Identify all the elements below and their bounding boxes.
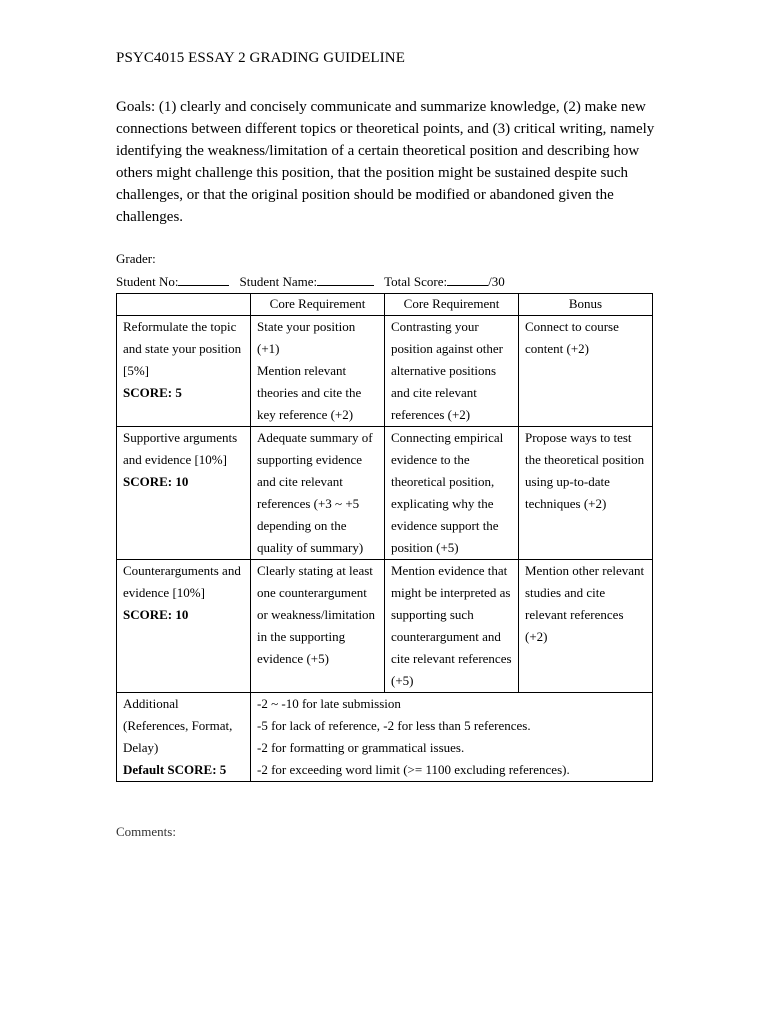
criterion-cell xyxy=(117,427,251,560)
bonus-cell: Propose ways to test the theoretical position using up-to-date techniques (+2) xyxy=(519,427,653,560)
deduction-item: -5 for lack of reference, -2 for less than 5 references. xyxy=(257,718,531,733)
criterion-text: Reformulate the topic and state your position [5%] xyxy=(123,319,242,378)
criterion-cell xyxy=(117,693,251,782)
table-row xyxy=(117,560,653,693)
criterion-score: SCORE: 5 xyxy=(123,385,182,400)
deduction-item: -2 for formatting or grammatical issues. xyxy=(257,740,465,755)
core-requirement-text: State your position (+1) xyxy=(257,319,356,356)
grader-label: Grader: xyxy=(116,251,156,266)
table-row xyxy=(117,316,653,427)
deductions-cell xyxy=(251,693,653,782)
student-no-label: Student No: xyxy=(116,274,179,289)
student-name-label: Student Name: xyxy=(239,274,318,289)
core-requirement-cell: Clearly stating at least one counterargument or weakness/limitation in the supporting evidence (+5) xyxy=(251,560,385,693)
grading-rubric-table xyxy=(116,293,653,782)
deduction-item: -2 ~ -10 for late submission xyxy=(257,696,401,711)
criterion-score: SCORE: 10 xyxy=(123,607,189,622)
total-score-label: Total Score: xyxy=(384,274,448,289)
student-info-line xyxy=(116,273,505,290)
core-requirement-cell xyxy=(251,316,385,427)
table-header-row xyxy=(117,294,653,316)
document-title: PSYC4015 ESSAY 2 GRADING GUIDELINE xyxy=(116,50,405,66)
total-score-suffix: /30 xyxy=(488,274,505,289)
criterion-cell xyxy=(117,316,251,427)
criterion-cell xyxy=(117,560,251,693)
deduction-item: -2 for exceeding word limit (>= 1100 excluding references). xyxy=(257,762,570,777)
goals-paragraph: Goals: (1) clearly and concisely communicate and summarize knowledge, (2) make new connections between different topics or theoretical points, and (3) critical writing, namely identifying the weakness/limitation of a certain theoretical position and describing how others might challenge this position, that the position might be sustained despite such challenges, or that the original position should be modified or abandoned given the challenges. xyxy=(116,99,655,225)
table-row xyxy=(117,693,653,782)
comments-label: Comments: xyxy=(116,824,176,839)
criterion-text: Counterarguments and evidence [10%] xyxy=(123,563,241,600)
header-cell-criterion xyxy=(117,294,251,316)
bonus-cell: Mention other relevant studies and cite relevant references (+2) xyxy=(519,560,653,693)
bonus-cell: Connect to course content (+2) xyxy=(519,316,653,427)
core-requirement-cell: Mention evidence that might be interpreted as supporting such counterargument and cite relevant references (+5) xyxy=(385,560,519,693)
header-cell-core-requirement-2: Core Requirement xyxy=(385,294,519,316)
criterion-text: Additional (References, Format, Delay) xyxy=(123,696,233,755)
table-row xyxy=(117,427,653,560)
header-cell-bonus: Bonus xyxy=(519,294,653,316)
core-requirement-cell: Adequate summary of supporting evidence and cite relevant references (+3 ~ +5 depending on the quality of summary) xyxy=(251,427,385,560)
header-cell-core-requirement-1: Core Requirement xyxy=(251,294,385,316)
student-name-field[interactable] xyxy=(317,273,374,286)
core-requirement-cell: Connecting empirical evidence to the theoretical position, explicating why the evidence support the position (+5) xyxy=(385,427,519,560)
criterion-score: SCORE: 10 xyxy=(123,474,189,489)
criterion-text: Supportive arguments and evidence [10%] xyxy=(123,430,238,467)
criterion-score: Default SCORE: 5 xyxy=(123,762,227,777)
core-requirement-cell: Contrasting your position against other alternative positions and cite relevant references (+2) xyxy=(385,316,519,427)
total-score-field[interactable] xyxy=(447,273,488,286)
core-requirement-text: Mention relevant theories and cite the key reference (+2) xyxy=(257,363,362,422)
student-no-field[interactable] xyxy=(178,273,229,286)
